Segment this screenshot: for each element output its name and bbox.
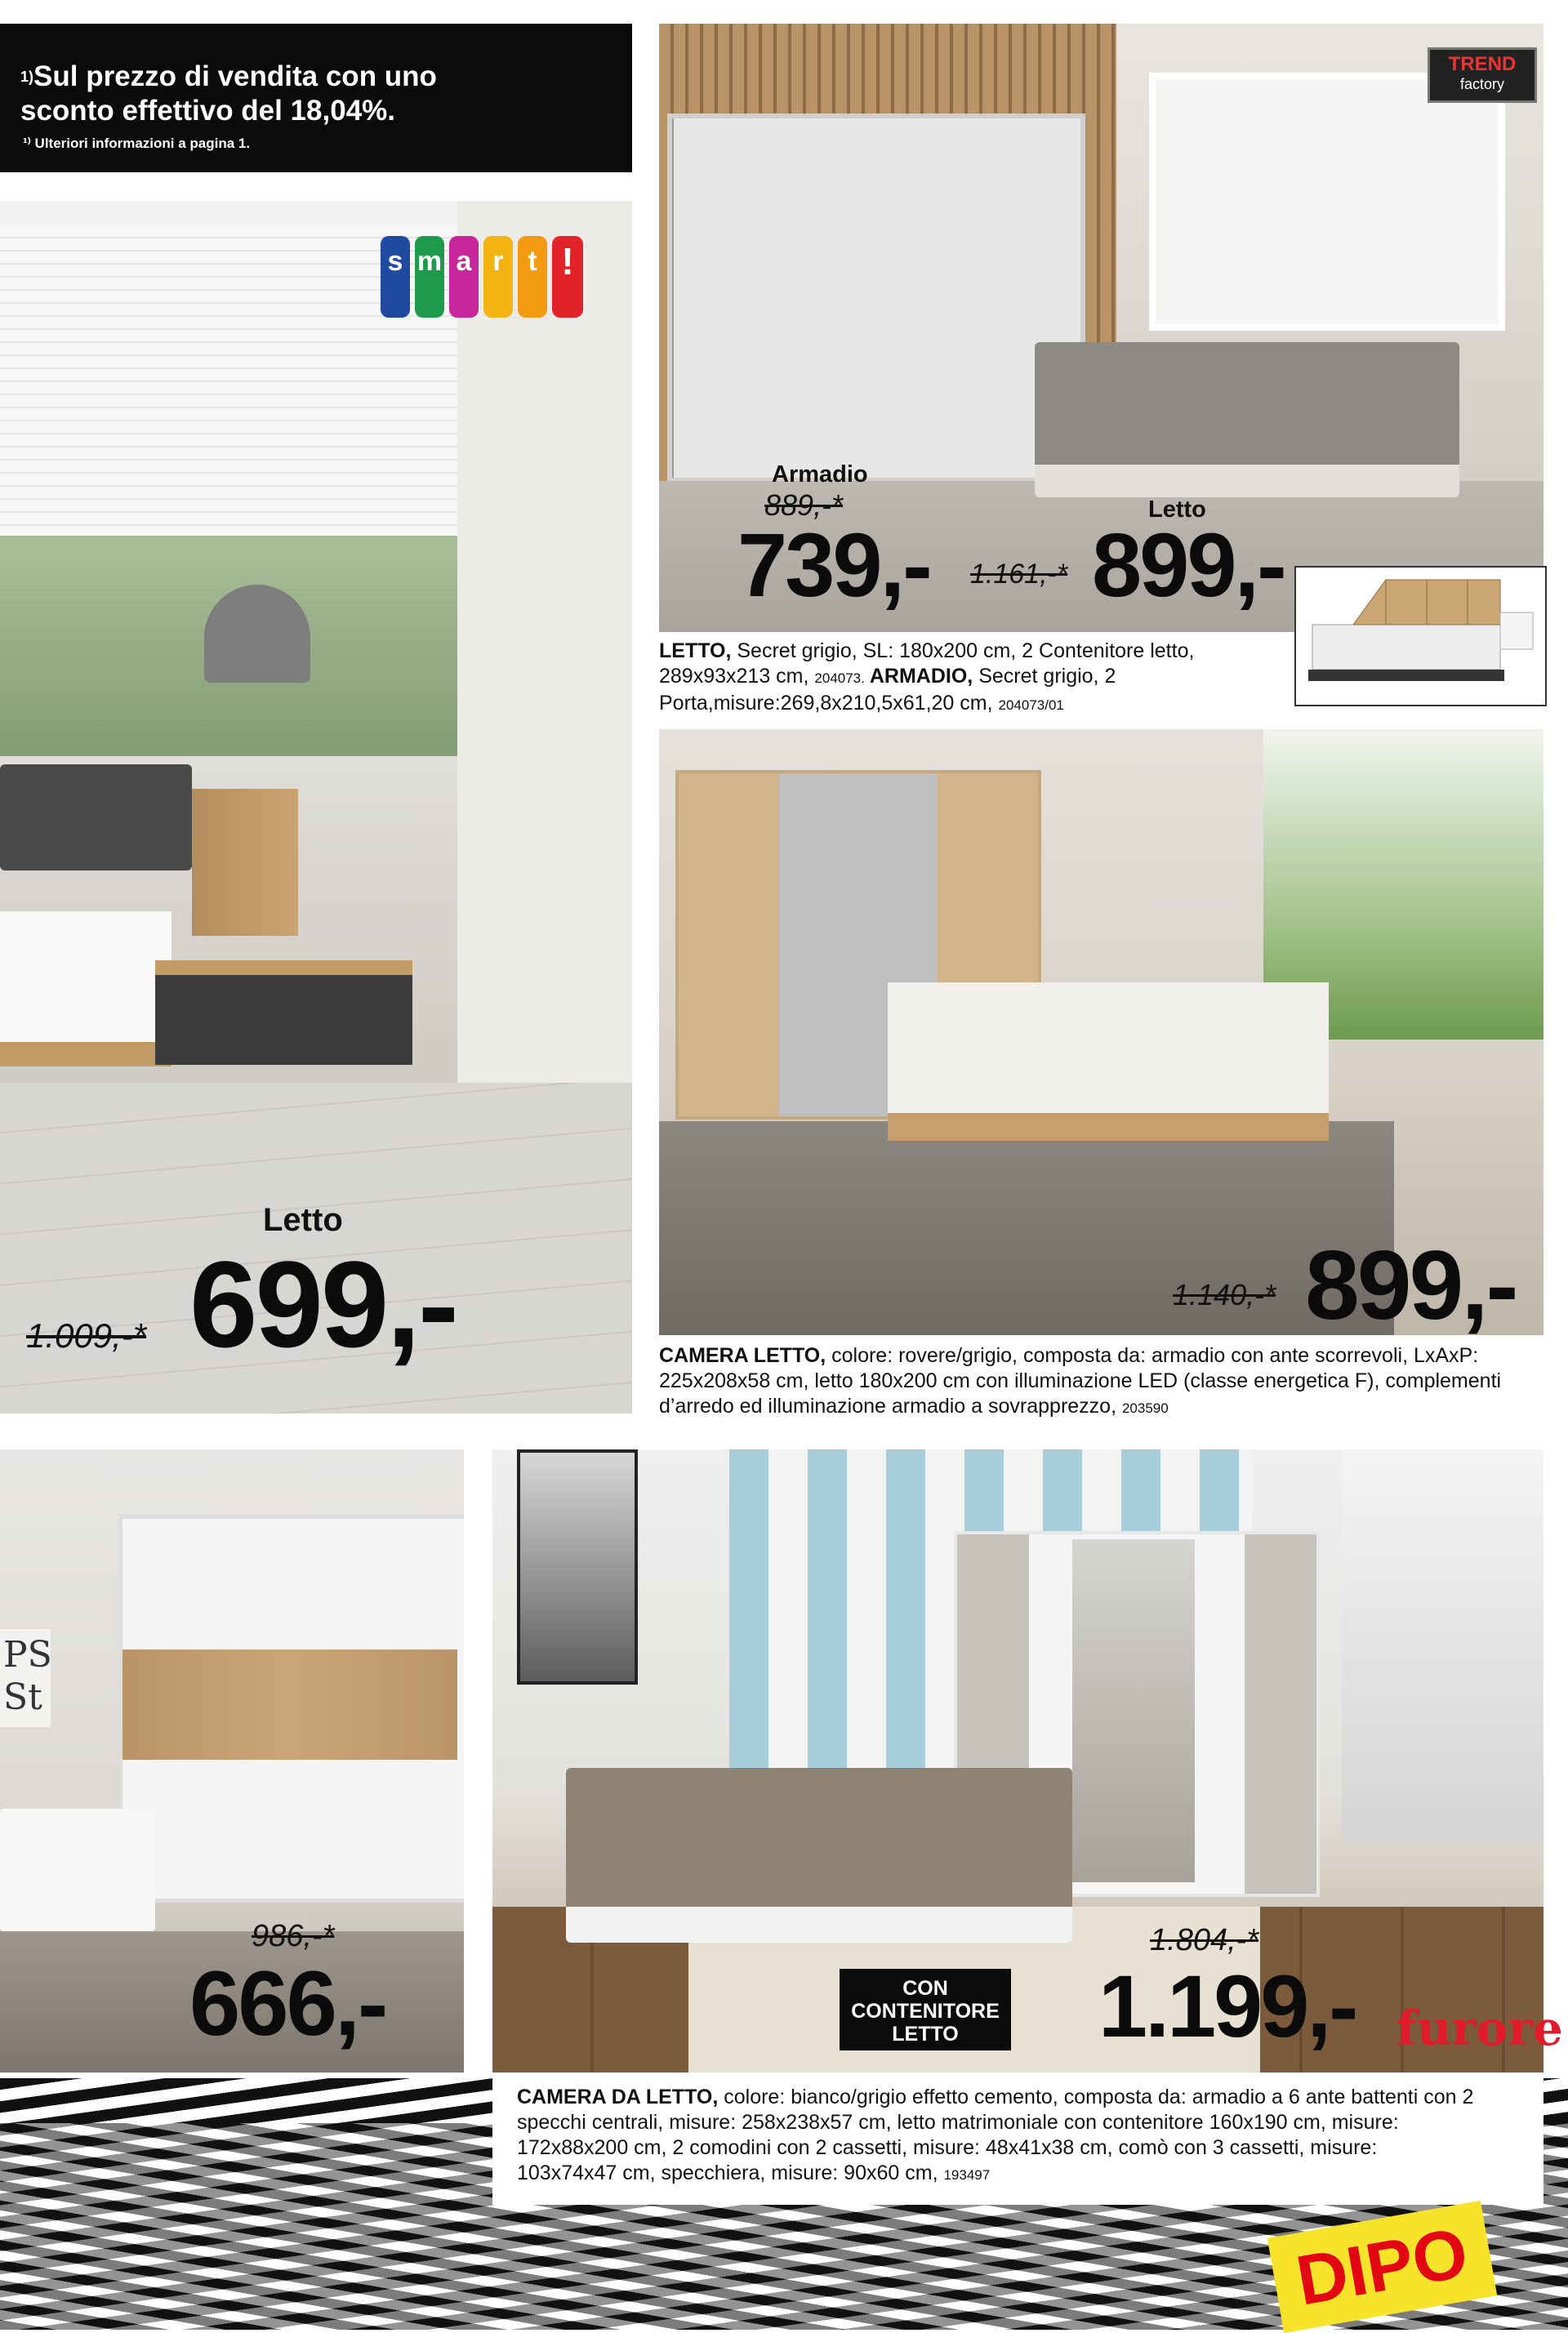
- old-price: 1.804,-*: [1150, 1923, 1259, 1957]
- product-description-camera-da-letto: [517, 2085, 1481, 2188]
- article-code: 193497: [943, 2167, 991, 2183]
- bed: [0, 1809, 155, 1931]
- description-text: colore: rovere/grigio, composta da: armadio con ante scorrevoli, LxAxP: 225x208x58 cm, letto 180x200 cm con illuminazione LED (classe energetica F), complementi d’arredo ed illuminazione armadio a sovrapprezzo,: [659, 1344, 1502, 1418]
- price: 899,-: [1092, 515, 1285, 616]
- smart-logo-letter: t: [518, 236, 547, 318]
- article-code: 203590: [1121, 1400, 1169, 1416]
- old-price: 889,-*: [764, 488, 844, 522]
- bed: [888, 982, 1329, 1141]
- article-code: 204073.: [814, 670, 865, 686]
- smart-logo: [381, 236, 583, 318]
- window: [1149, 73, 1505, 331]
- trend-logo-text: TREND: [1448, 53, 1517, 75]
- dipo-logo: DIPO: [1267, 2201, 1497, 2333]
- banner-line-1: [20, 60, 437, 93]
- description-heading: ARMADIO,: [864, 665, 973, 688]
- discount-banner: [0, 24, 632, 172]
- trend-factory-logo: [1428, 47, 1537, 103]
- banner-footnote-mark: 1): [20, 69, 34, 85]
- old-price: 1.161,-*: [970, 559, 1068, 590]
- wood-panel: [192, 789, 298, 936]
- description-heading: CAMERA LETTO,: [659, 1344, 826, 1367]
- product-label-armadio: Armadio: [772, 461, 868, 488]
- description-text: Secret grigio, 2 Porta,misure:269,8x210,5x61,20 cm,: [659, 665, 1116, 715]
- description-heading: LETTO,: [659, 639, 732, 662]
- wall-poster: [0, 1629, 51, 1727]
- product-description-secret: [659, 639, 1280, 718]
- trend-logo-subtext: factory: [1459, 76, 1505, 92]
- wall-poster-text: PS St: [3, 1634, 52, 1718]
- badge-line: LETTO: [892, 2023, 959, 2046]
- window: [1342, 1449, 1544, 1841]
- article-code: 204073/01: [998, 697, 1064, 713]
- storage-bed-illustration: [1296, 568, 1542, 701]
- price: 666,-: [189, 1952, 386, 2055]
- badge-line: CON: [902, 1977, 948, 2000]
- bed-headboard: [0, 764, 192, 870]
- bed: [0, 911, 172, 1066]
- bed: [566, 1768, 1072, 1943]
- rug: [659, 1121, 1394, 1335]
- description-text: colore: bianco/grigio effetto cemento, composta da: armadio a 6 ante battenti con 2 specchi centrali, misure: 258x238x57 cm, letto matrimoniale con contenitore 160x190 cm, misure: 172x88x200 cm, 2 comodini con 2 cassetti, misure: 48x41x38 cm, comò con 3 cassetti, misure: 103x74x47 cm, specchiera, misure: 90x60 cm,: [517, 2086, 1474, 2184]
- price: 699,-: [189, 1236, 457, 1373]
- banner-line-2: sconto effettivo del 18,04%.: [20, 95, 396, 127]
- description-text: Secret grigio, SL: 180x200 cm, 2 Contenitore letto, 289x93x213 cm,: [659, 639, 1195, 688]
- wardrobe-mirror: [1072, 1539, 1195, 1882]
- smart-logo-letter: r: [483, 236, 513, 318]
- badge-line: CONTENITORE: [851, 2000, 1000, 2023]
- smart-logo-letter: !: [552, 236, 583, 318]
- product-description-camera-letto: [659, 1343, 1541, 1421]
- product-label-letto: Letto: [263, 1202, 343, 1238]
- description-heading: CAMERA DA LETTO,: [517, 2086, 719, 2108]
- furore-logo: furore: [1396, 2001, 1563, 2056]
- nightstand: [155, 960, 412, 1065]
- old-price: 1.009,-*: [26, 1316, 147, 1355]
- wall: [457, 201, 632, 1222]
- storage-badge: [840, 1969, 1011, 2050]
- smart-logo-letter: s: [381, 236, 410, 318]
- product-label-letto: Letto: [1148, 496, 1206, 523]
- smart-logo-letter: a: [449, 236, 479, 318]
- pendant-lamp: [204, 585, 310, 683]
- wardrobe-wood-band: [122, 1650, 457, 1760]
- banner-line-1-text: Sul prezzo di vendita con uno: [33, 60, 437, 92]
- bed: [1035, 342, 1459, 497]
- banner-footnote: ¹⁾ Ulteriori informazioni a pagina 1.: [23, 136, 251, 151]
- old-price: 986,-*: [252, 1919, 335, 1953]
- wardrobe: [667, 114, 1085, 483]
- product-photo-camera-da-letto: [492, 1449, 1544, 2073]
- old-price: 1.140,-*: [1173, 1278, 1276, 1311]
- price: 899,-: [1305, 1231, 1517, 1340]
- price: 1.199,-: [1098, 1957, 1356, 2055]
- smart-logo-letter: m: [415, 236, 444, 318]
- price: 739,-: [737, 515, 930, 616]
- wall-picture: [517, 1449, 638, 1685]
- storage-bed-inset-photo: [1294, 566, 1547, 706]
